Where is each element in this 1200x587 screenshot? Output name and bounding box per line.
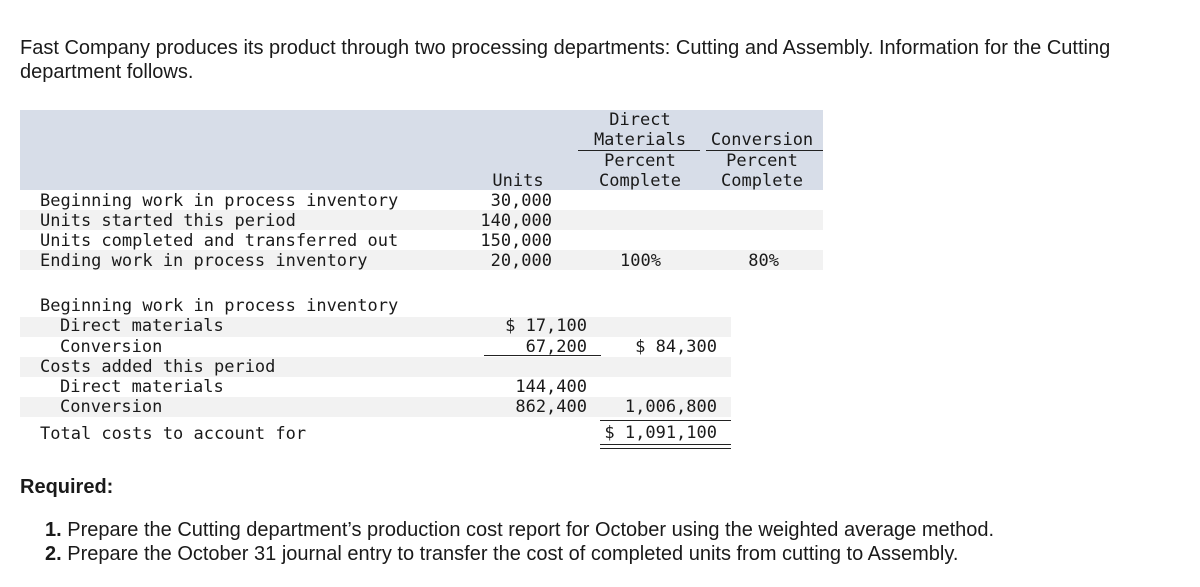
header-conv-line2: Percent: [726, 151, 798, 171]
cost-row-label: Costs added this period: [40, 357, 276, 377]
cost-row-col1: $ 17,100: [505, 316, 587, 336]
header-dm-line2: Materials: [593, 130, 687, 150]
header-underline-conv: [706, 150, 823, 151]
required-item-number: 2.: [45, 543, 62, 565]
cost-row-col2: 1,006,800: [624, 397, 717, 417]
header-dm-line3: Percent: [604, 151, 676, 171]
header-conv-line1: Conversion: [710, 130, 814, 150]
units-row-label: Units started this period: [40, 211, 296, 231]
header-dm-line1: Direct: [609, 110, 671, 130]
header-dm-line4: Complete: [599, 171, 681, 191]
units-row-label: Beginning work in process inventory: [40, 191, 399, 211]
header-conv-line3: Complete: [721, 171, 803, 191]
cost-row-label: Direct materials: [60, 377, 224, 397]
cost-row-col1: 67,200: [525, 337, 587, 357]
total-double-rule: [600, 444, 731, 449]
required-item-text: Prepare the Cutting department’s production cost report for October using the weighted average method.: [67, 519, 995, 541]
cost-row-label: Total costs to account for: [40, 424, 307, 444]
units-row-conv-percent: 80%: [748, 251, 779, 271]
cost-row-col1: 862,400: [515, 397, 587, 417]
cost-row-label: Beginning work in process inventory: [40, 296, 399, 316]
cost-row-label: Conversion: [60, 397, 163, 417]
units-row-units: 30,000: [490, 191, 552, 211]
units-row-label: Units completed and transferred out: [40, 231, 399, 251]
header-underline-dm: [578, 150, 700, 151]
cost-row-col1: 144,400: [515, 377, 587, 397]
required-heading: Required:: [20, 476, 114, 498]
required-item-2: [45, 543, 958, 566]
units-row-units: 150,000: [480, 231, 552, 251]
units-row-units: 140,000: [480, 211, 552, 231]
cost-row-col2: $ 84,300: [635, 337, 717, 357]
subtotal-rule: [600, 420, 731, 421]
subtotal-rule: [484, 355, 601, 356]
required-item-number: 1.: [45, 519, 62, 541]
required-item-text: Prepare the October 31 journal entry to transfer the cost of completed units from cutting to Assembly.: [67, 543, 959, 565]
required-item-1: [45, 519, 994, 542]
cost-row-label: Conversion: [60, 337, 163, 357]
units-row-dm-percent: 100%: [620, 251, 661, 271]
header-units: Units: [492, 171, 544, 191]
units-row-units: 20,000: [490, 251, 552, 271]
cost-row-total: $ 1,091,100: [604, 423, 717, 443]
cost-row-label: Direct materials: [60, 316, 224, 336]
intro-paragraph: Fast Company produces its product through two processing departments: Cutting and Assembly. Information for the Cutting department follows.: [20, 37, 1111, 83]
units-row-label: Ending work in process inventory: [40, 251, 368, 271]
